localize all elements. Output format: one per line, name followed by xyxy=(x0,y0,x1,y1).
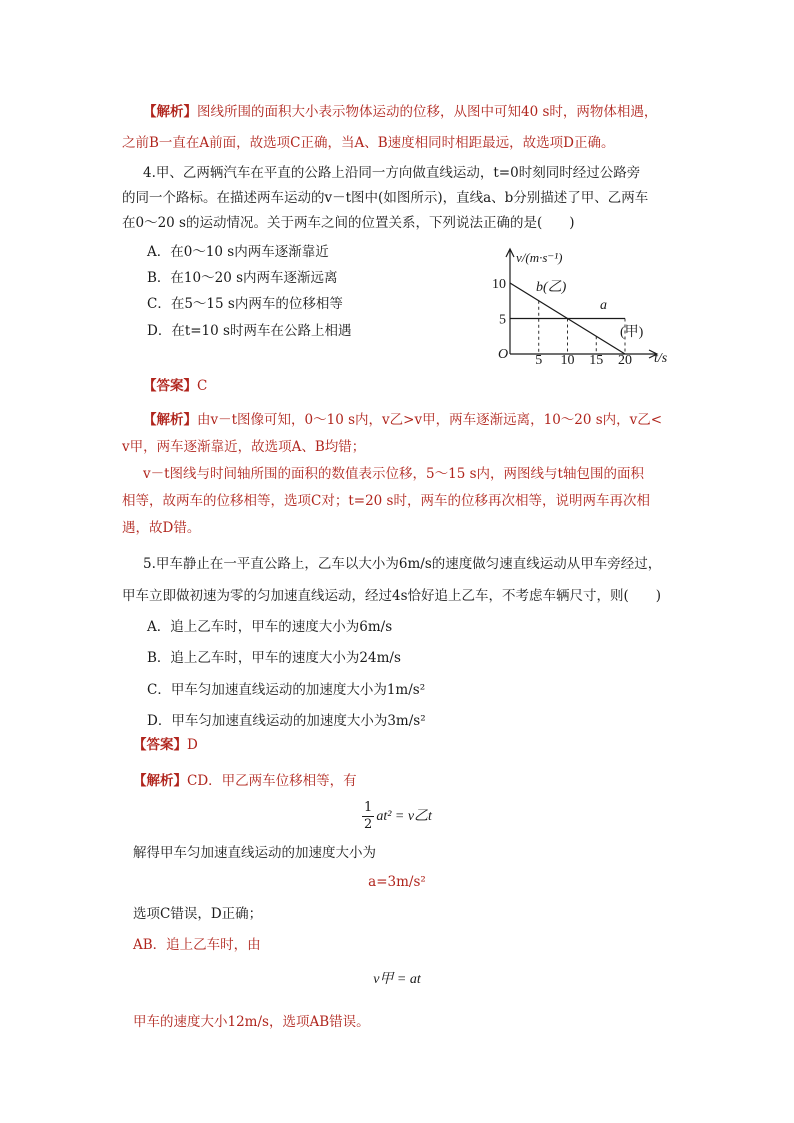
q5-stem-line2: 甲车立即做初速为零的匀加速直线运动，经过4s恰好追上乙车，不考虑车辆尺寸，则( ) xyxy=(122,588,662,604)
fraction xyxy=(362,800,374,833)
q5-answer xyxy=(133,735,198,755)
x-tick-label: 15 xyxy=(589,353,604,366)
q5-option-b: B．追上乙车时，甲车的速度大小为24m/s xyxy=(147,650,401,666)
analysis-prev-line2: 之前B一直在A前面，故选项C正确，当A、B速度相同时相距最远，故选项D正确。 xyxy=(122,135,615,151)
equation-1-rest: at² = v乙t xyxy=(376,809,432,824)
q4-stem-line2: 的同一个路标。在描述两车运动的v－t图中(如图所示)，直线a、b分别描述了甲、乙两车 xyxy=(122,190,649,206)
analysis-tag: 【解析】 xyxy=(143,412,197,428)
q4-option-d: D．在t=10 s时两车在公路上相遇 xyxy=(147,323,352,339)
x-tick-label: 10 xyxy=(560,353,575,366)
answer-tag: 【答案】 xyxy=(133,737,187,753)
origin-label: O xyxy=(498,347,509,362)
q5-option-c: C．甲车匀加速直线运动的加速度大小为1m/s² xyxy=(147,682,426,698)
analysis-text: 由v－t图像可知，0～10 s内，v乙>v甲，两车逐渐远离，10～20 s内，v乙< xyxy=(197,412,663,428)
y-tick-label: 10 xyxy=(492,277,506,292)
q4-answer xyxy=(143,376,207,396)
q4-stem-line3: 在0～20 s的运动情况。关于两车之间的位置关系，下列说法正确的是( ) xyxy=(122,215,575,231)
answer-value: D xyxy=(187,737,198,753)
q5-solve-line: 解得甲车匀加速直线运动的加速度大小为 xyxy=(133,845,376,861)
q4-stem-line1: 4.甲、乙两辆汽车在平直的公路上沿同一方向做直线运动，t=0时刻同时经过公路旁 xyxy=(143,165,641,181)
q4-option-a: A．在0～10 s内两车逐渐靠近 xyxy=(147,244,329,260)
q4-analysis-line2: v甲，两车逐渐靠近，故选项A、B均错； xyxy=(122,439,366,455)
vt-graph xyxy=(490,246,680,366)
answer-value: C xyxy=(197,378,208,394)
analysis-text: CD．甲乙两车位移相等，有 xyxy=(187,773,357,789)
q5-analysis-line1 xyxy=(133,771,357,791)
analysis-tag: 【解析】 xyxy=(133,773,187,789)
q5-option-d: D．甲车匀加速直线运动的加速度大小为3m/s² xyxy=(147,713,426,729)
analysis-text: 图线所围的面积大小表示物体运动的位移，从图中可知40 s时，两物体相遇， xyxy=(197,104,658,120)
analysis-tag: 【解析】 xyxy=(143,104,197,120)
q4-option-c: C．在5～15 s内两车的位移相等 xyxy=(147,296,343,312)
q4-option-b: B．在10～20 s内两车逐渐远离 xyxy=(147,270,338,286)
q4-analysis-line1 xyxy=(143,410,662,430)
q4-analysis-line4: 相等，故两车的位移相等，选项C对；t=20 s时，两车的位移再次相等，说明两车再次相 xyxy=(122,493,650,509)
equation-2: a=3m/s² xyxy=(368,874,426,890)
q5-cd-line: 选项C错误，D正确； xyxy=(133,906,263,922)
jia-label: (甲) xyxy=(620,325,644,340)
q5-option-a: A．追上乙车时，甲车的速度大小为6m/s xyxy=(147,619,393,635)
x-tick-label: 5 xyxy=(535,353,543,366)
answer-tag: 【答案】 xyxy=(143,378,197,394)
q5-final-line: 甲车的速度大小12m/s，选项AB错误。 xyxy=(133,1014,370,1030)
q5-ab-line: AB．追上乙车时，由 xyxy=(133,937,261,953)
x-tick-label: 20 xyxy=(618,353,632,366)
fraction-denominator: 2 xyxy=(364,817,373,832)
q5-stem-line1: 5.甲车静止在一平直公路上，乙车以大小为6m/s的速度做匀速直线运动从甲车旁经过， xyxy=(143,556,662,572)
equation-3: v甲 = at xyxy=(373,972,421,987)
fraction-numerator: 1 xyxy=(364,800,373,815)
q4-analysis-line5: 遇，故D错。 xyxy=(122,520,201,536)
q4-analysis-line3: v－t图线与时间轴所围的面积的数值表示位移，5～15 s内，两图线与t轴包围的面积 xyxy=(143,466,644,482)
analysis-prev-line1 xyxy=(143,102,657,122)
line-b-label: b(乙) xyxy=(536,280,567,295)
y-tick-label: 5 xyxy=(499,312,506,328)
x-axis-label: t/s xyxy=(654,351,668,366)
y-axis-label: v/(m·s⁻¹) xyxy=(516,250,563,265)
line-a-label: a xyxy=(600,298,607,313)
equation-1 xyxy=(0,800,794,833)
